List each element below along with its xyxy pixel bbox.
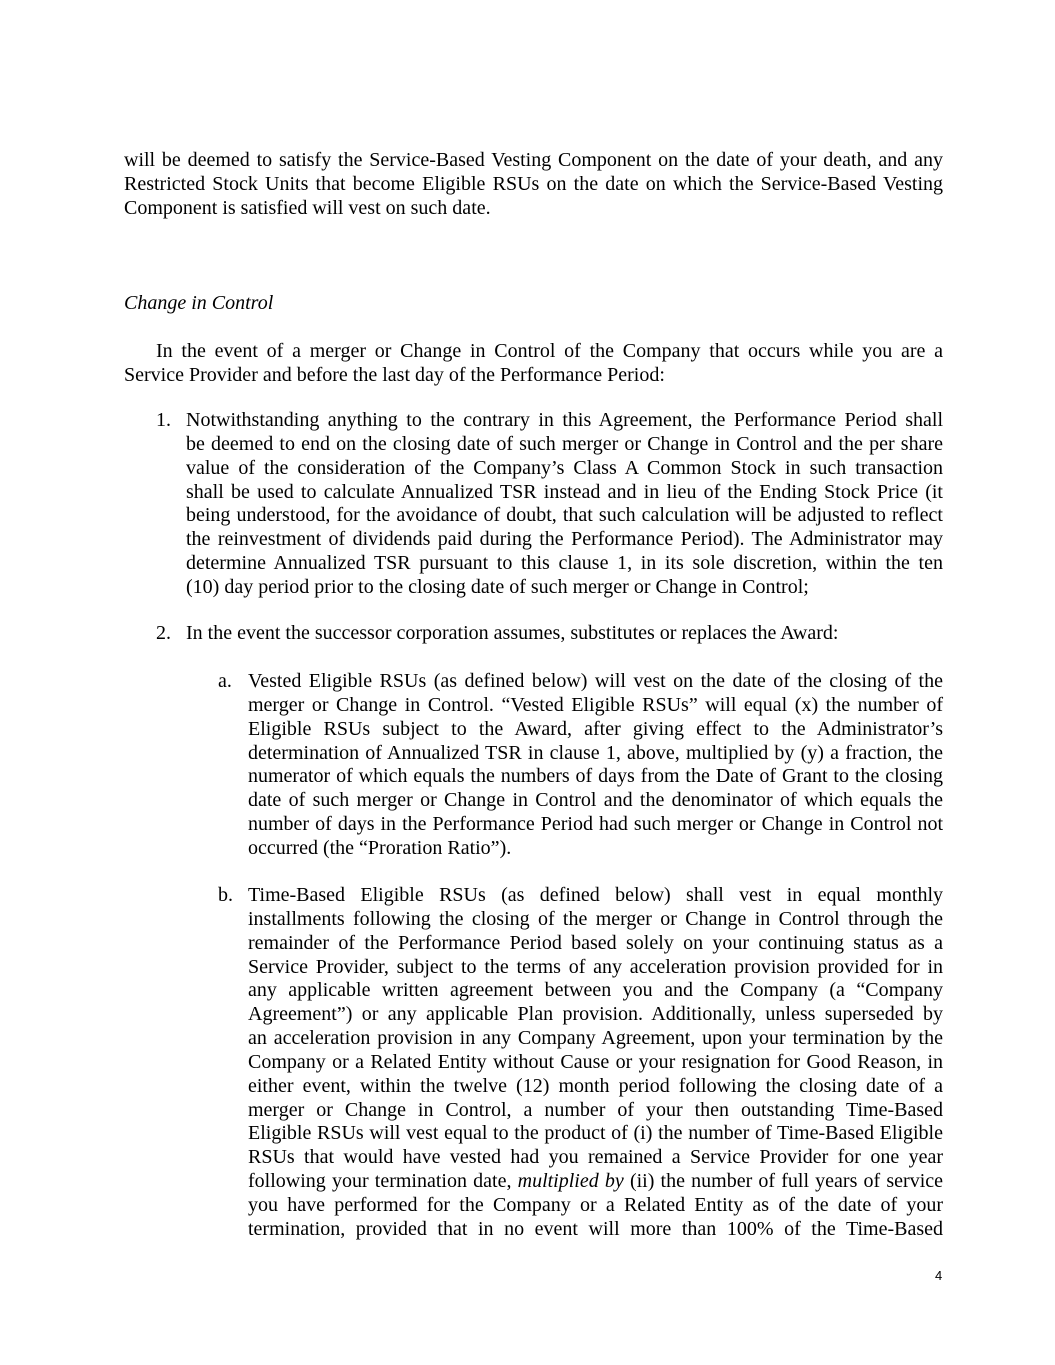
text-line: Restricted Stock Units that become Eligible RSUs on the date on which the Service-Based Vesting xyxy=(124,172,943,195)
list-item-number: 1. xyxy=(156,409,171,431)
text-line: termination, provided that in no event will more than 100% of the Time-Based xyxy=(248,1217,943,1240)
text-line: Eligible RSUs subject to the Award, after giving effect to the Administrator’s xyxy=(248,717,943,740)
continued-paragraph xyxy=(124,149,943,221)
sub-item-text xyxy=(248,670,943,861)
intro-paragraph xyxy=(124,340,943,388)
text-line: In the event of a merger or Change in Control of the Company that occurs while you are a xyxy=(156,340,943,362)
text-line: RSUs that would have vested had you remained a Service Provider for one year xyxy=(248,1146,943,1169)
text-line: Service Provider and before the last day of the Performance Period: xyxy=(124,363,665,386)
text-line: will be deemed to satisfy the Service-Based Vesting Component on the date of your death, and any xyxy=(124,149,943,171)
text-line: Agreement”) or any applicable Plan provision. Additionally, unless superseded by xyxy=(248,1003,943,1026)
text-line: either event, within the twelve (12) month period following the closing date of a xyxy=(248,1074,943,1097)
text-line: number of days in the Performance Period had such merger or Change in Control not xyxy=(248,813,943,836)
text-line: Notwithstanding anything to the contrary in this Agreement, the Performance Period shall xyxy=(186,409,943,431)
emphasized-text: multiplied by xyxy=(517,1170,624,1193)
sub-item-text xyxy=(248,884,943,1242)
text-line: In the event the successor corporation assumes, substitutes or replaces the Award: xyxy=(186,622,839,644)
text-segment: (ii) the number of full years of service xyxy=(623,1170,944,1193)
page-number: 4 xyxy=(935,1268,943,1283)
text-line: merger or Change in Control. “Vested Eligible RSUs” will equal (x) the number of xyxy=(248,693,943,716)
text-line: Component is satisfied will vest on such date. xyxy=(124,196,491,219)
list-item-text xyxy=(186,622,943,646)
text-line: the reinvestment of dividends paid during the Performance Period). The Administrator may xyxy=(186,528,943,551)
text-line: value of the consideration of the Company’s Class A Common Stock in such transaction xyxy=(186,456,943,479)
text-line: determination of Annualized TSR in clause 1, above, multiplied by (y) a fraction, the xyxy=(248,741,943,764)
text-line: merger or Change in Control, a number of your then outstanding Time-Based xyxy=(248,1098,943,1121)
text-line: Eligible RSUs will vest equal to the product of (i) the number of Time-Based Eligible xyxy=(248,1122,943,1145)
list-item-text xyxy=(186,409,943,600)
text-line: installments following the closing of the merger or Change in Control through the xyxy=(248,907,943,930)
section-heading: Change in Control xyxy=(124,292,274,314)
text-line: an acceleration provision in any Company Agreement, upon your termination by the xyxy=(248,1027,943,1050)
text-line-with-emphasis xyxy=(248,1170,943,1194)
text-line: (10) day period prior to the closing date of such merger or Change in Control; xyxy=(186,575,809,598)
text-line: any applicable written agreement between you and the Company (a “Company xyxy=(248,979,943,1002)
text-line: Service Provider, subject to the terms of any acceleration provision provided for in xyxy=(248,955,943,978)
sub-item-letter: a. xyxy=(218,670,232,692)
text-line: date of such merger or Change in Control and the denominator of which equals the xyxy=(248,789,943,812)
text-line: you have performed for the Company or a Related Entity as of the date of your xyxy=(248,1193,943,1216)
text-line: be deemed to end on the closing date of such merger or Change in Control and the per share xyxy=(186,432,943,455)
list-item-number: 2. xyxy=(156,622,171,644)
text-line: Vested Eligible RSUs (as defined below) will vest on the date of the closing of the xyxy=(248,670,943,692)
sub-item-letter: b. xyxy=(218,884,233,906)
text-line: numerator of which equals the numbers of days from the Date of Grant to the closing xyxy=(248,765,943,788)
text-line: determine Annualized TSR pursuant to this clause 1, in its sole discretion, within the ten xyxy=(186,552,943,575)
text-line: occurred (the “Proration Ratio”). xyxy=(248,836,512,859)
text-line: Time-Based Eligible RSUs (as defined below) shall vest in equal monthly xyxy=(248,884,943,906)
text-line: remainder of the Performance Period based solely on your continuing status as a xyxy=(248,931,943,954)
text-segment: following your termination date, xyxy=(248,1170,518,1193)
text-line: being understood, for the avoidance of doubt, that such calculation will be adjusted to reflect xyxy=(186,504,943,527)
text-line: shall be used to calculate Annualized TSR instead and in lieu of the Ending Stock Price (it xyxy=(186,480,943,503)
text-line: Company or a Related Entity without Cause or your resignation for Good Reason, in xyxy=(248,1050,943,1073)
